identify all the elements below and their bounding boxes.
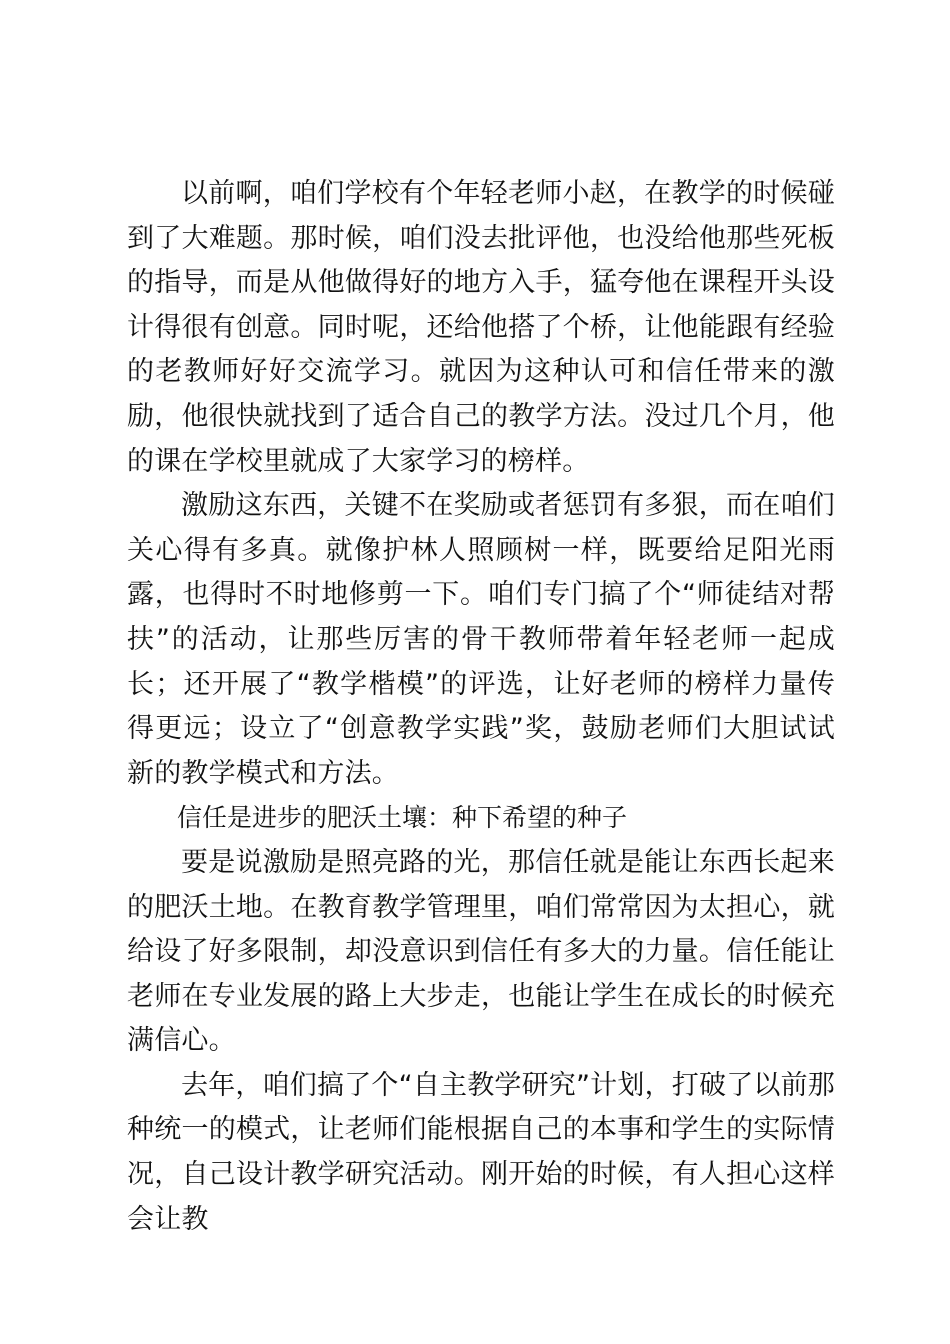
paragraph-xiao-zhao-story: 以前啊，咱们学校有个年轻老师小赵，在教学的时候碰到了大难题。那时候，咱们没去批评他，也没给他那些死板的指导，而是从他做得好的地方入手，猛夸他在课程开头设计得很有创意。同时呢，还给他搭了个桥，让他能跟有经验的老教师好好交流学习。就因为这种认可和信任带来的激励，他很快就找到了适合自己的教学方法。没过几个月，他的课在学校里就成了大家学习的榜样。 bbox=[127, 178, 835, 477]
section-heading: 信任是进步的肥沃土壤：种下希望的种子 bbox=[177, 803, 628, 833]
paragraph-trust: 要是说激励是照亮路的光，那信任就是能让东西长起来的肥沃土地。在教育教学管理里，咱们常常因为太担心，就给设了好多限制，却没意识到信任有多大的力量。信任能让老师在专业发展的路上大步走，也能让学生在成长的时候充满信心。 bbox=[127, 846, 835, 1057]
paragraph-motivation: 激励这东西，关键不在奖励或者惩罚有多狠，而在咱们关心得有多真。就像护林人照顾树一样，既要给足阳光雨露，也得时不时地修剪一下。咱们专门搞了个“师徒结对帮扶”的活动，让那些厉害的骨干教师带着年轻老师一起成长；还开展了“教学楷模”的评选，让好老师的榜样力量传得更远；设立了“创意教学实践”奖，鼓励老师们大胆试试新的教学模式和方法。 bbox=[127, 490, 835, 789]
paragraph-autonomous-research: 去年，咱们搞了个“自主教学研究”计划，打破了以前那种统一的模式，让老师们能根据自己的本事和学生的实际情况，自己设计教学研究活动。刚开始的时候，有人担心这样会让教 bbox=[127, 1069, 835, 1235]
document-page bbox=[127, 172, 835, 1242]
